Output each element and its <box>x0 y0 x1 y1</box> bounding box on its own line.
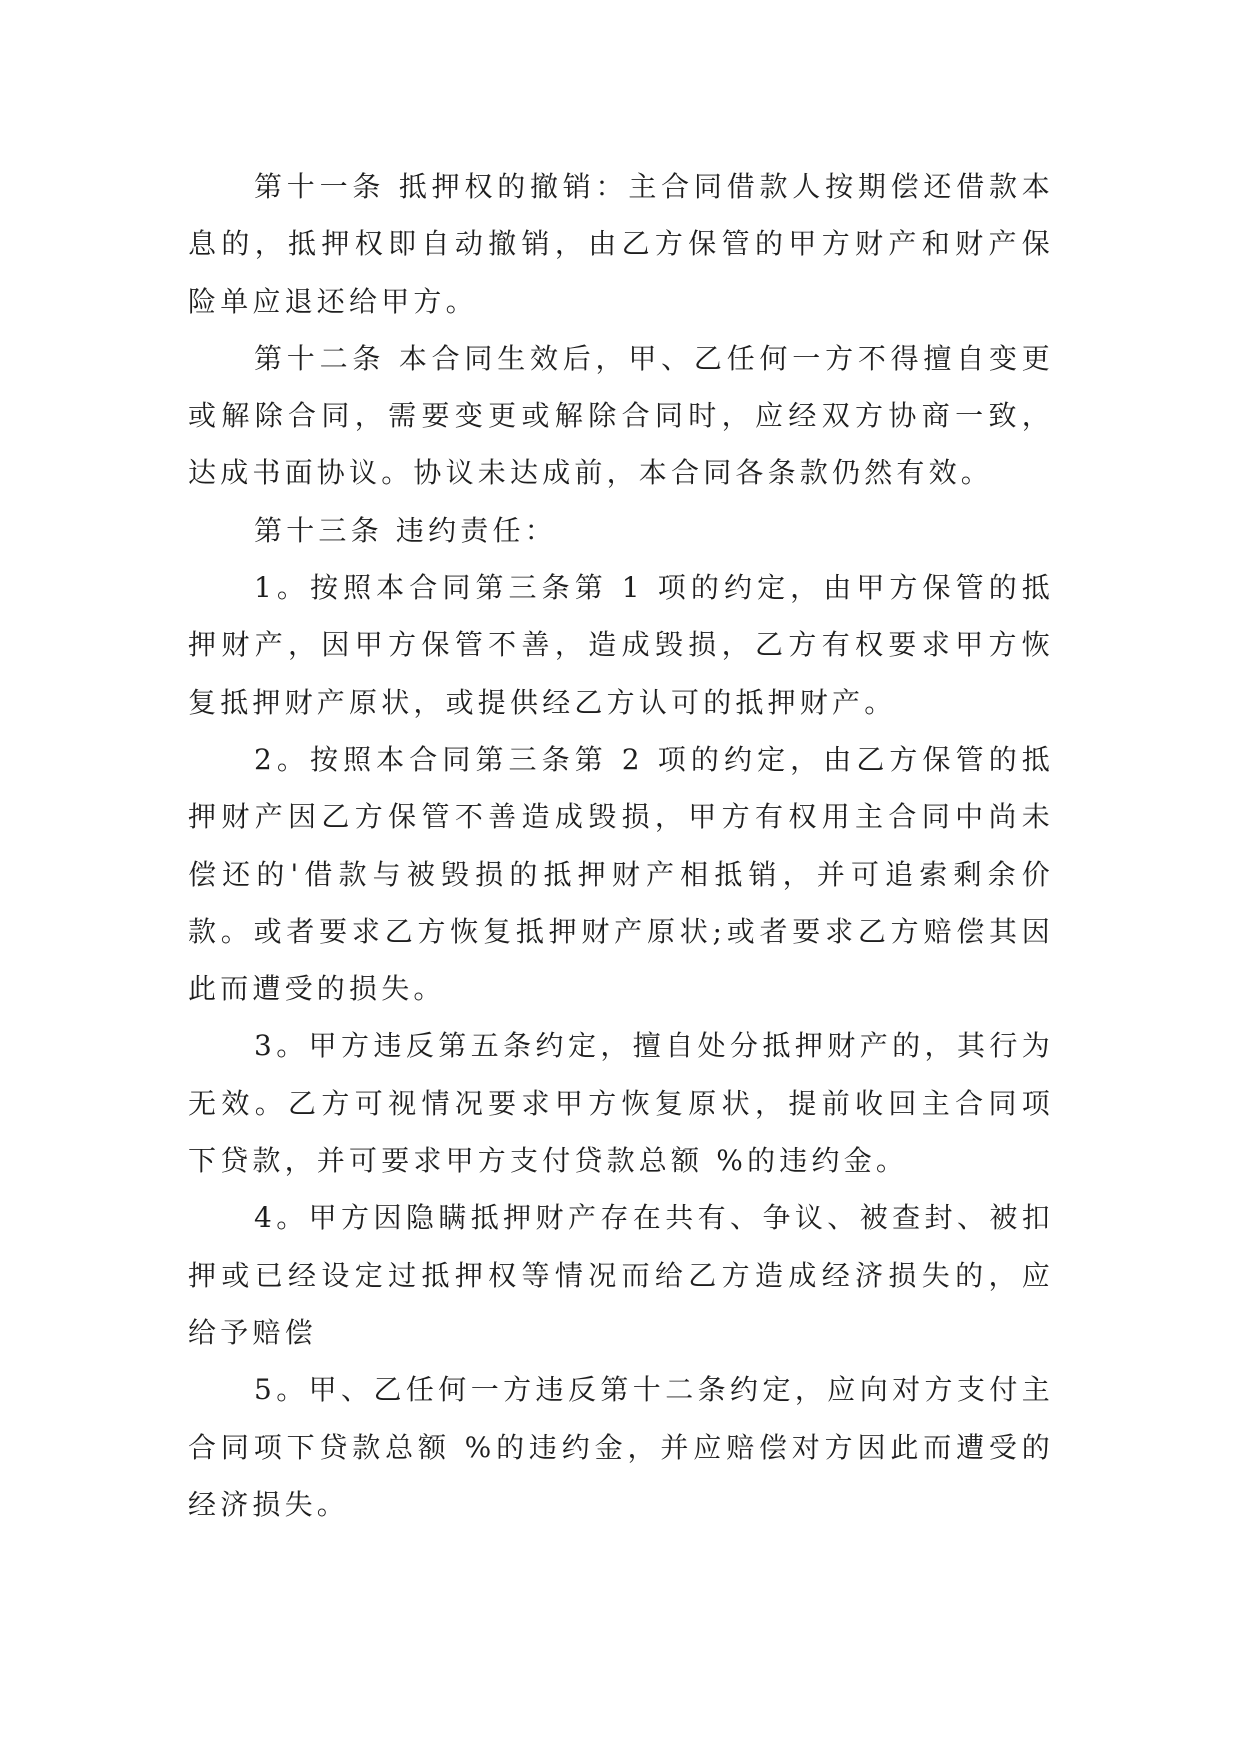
article-13-item-2: 2。按照本合同第三条第 2 项的约定，由乙方保管的抵押财产因乙方保管不善造成毁损，甲方有权用主合同中尚未偿还的'借款与被毁损的抵押财产相抵销，并可追索剩余价款。或者要求乙方恢复抵押财产原状;或者要求乙方赔偿其因此而遭受的损失。 <box>188 742 1054 1006</box>
article-13-item-3: 3。甲方违反第五条约定，擅自处分抵押财产的，其行为无效。乙方可视情况要求甲方恢复原状，提前收回主合同项下贷款，并可要求甲方支付贷款总额 %的违约金。 <box>188 1029 1054 1178</box>
article-12-paragraph: 第十二条 本合同生效后，甲、乙任何一方不得擅自变更或解除合同，需要变更或解除合同时，应经双方协商一致，达成书面协议。协议未达成前，本合同各条款仍然有效。 <box>188 341 1054 490</box>
article-11-paragraph: 第十一条 抵押权的撤销：主合同借款人按期偿还借款本息的，抵押权即自动撤销，由乙方保管的甲方财产和财产保险单应退还给甲方。 <box>188 170 1054 318</box>
article-13-item-4: 4。甲方因隐瞒抵押财产存在共有、争议、被查封、被扣押或已经设定过抵押权等情况而给乙方造成经济损失的，应给予赔偿 <box>188 1201 1054 1349</box>
article-13-item-5: 5。甲、乙任何一方违反第十二条约定，应向对方支付主合同项下贷款总额 %的违约金，并应赔偿对方因此而遭受的经济损失。 <box>188 1373 1054 1521</box>
article-13-item-1: 1。按照本合同第三条第 1 项的约定，由甲方保管的抵押财产，因甲方保管不善，造成毁损，乙方有权要求甲方恢复抵押财产原状，或提供经乙方认可的抵押财产。 <box>188 571 1054 719</box>
article-13-heading: 第十三条 违约责任： <box>254 513 557 547</box>
document-body <box>188 158 1054 1533</box>
